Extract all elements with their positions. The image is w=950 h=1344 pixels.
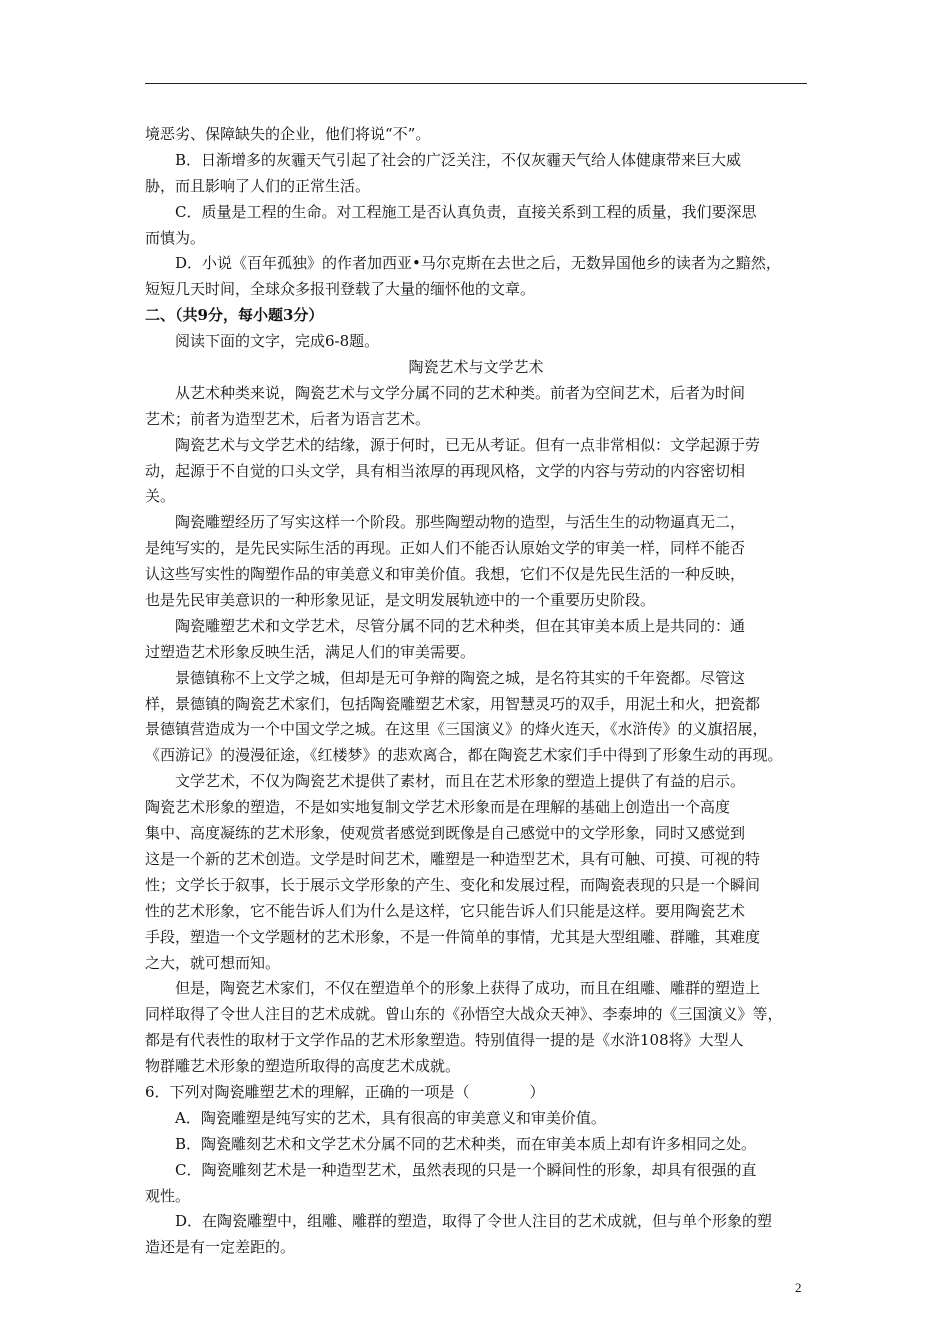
text-line: 二、（共9分，每小题3分）: [145, 306, 324, 325]
text-line: 6．下列对陶瓷雕塑艺术的理解，正确的一项是（ ）: [145, 1082, 545, 1101]
text-line: 样，景德镇的陶瓷艺术家们，包括陶瓷雕塑艺术家，用智慧灵巧的双手，用泥土和火，把瓷都: [145, 694, 761, 713]
text-line: 陶瓷艺术形象的塑造，不是如实地复制文学艺术形象而是在理解的基础上创造出一个高度: [145, 798, 731, 817]
text-line: 认这些写实性的陶塑作品的审美意义和审美价值。我想，它们不仅是先民生活的一种反映，: [145, 565, 746, 584]
text-line: 关。: [145, 487, 176, 506]
header-rule: [145, 83, 807, 84]
text-line: 是纯写实的，是先民实际生活的再现。正如人们不能否认原始文学的审美一样，同样不能否: [145, 539, 746, 558]
text-line: 物群雕艺术形象的塑造所取得的高度艺术成就。: [145, 1057, 461, 1076]
text-line: C．质量是工程的生命。对工程施工是否认真负责，直接关系到工程的质量，我们要深思: [175, 202, 757, 221]
text-line: 短短几天时间，全球众多报刊登载了大量的缅怀他的文章。: [145, 280, 536, 299]
text-line: 性的艺术形象，它不能告诉人们为什么是这样，它只能告诉人们只能是这样。要用陶瓷艺术: [145, 901, 746, 920]
text-line: B．陶瓷雕刻艺术和文学艺术分属不同的艺术种类，而在审美本质上却有许多相同之处。: [175, 1134, 757, 1153]
text-line: 造还是有一定差距的。: [145, 1238, 296, 1257]
text-line: 胁，而且影响了人们的正常生活。: [145, 176, 371, 195]
text-line: A．陶瓷雕塑是纯写实的艺术，具有很高的审美意义和审美价值。: [175, 1108, 606, 1127]
text-line: D．小说《百年孤独》的作者加西亚•马尔克斯在去世之后，无数异国他乡的读者为之黯然，: [175, 254, 781, 273]
text-line: 动，起源于不自觉的口头文学，具有相当浓厚的再现风格，文学的内容与劳动的内容密切相: [145, 461, 746, 480]
text-line: 阅读下面的文字，完成6-8题。: [175, 332, 380, 351]
text-line: C．陶瓷雕刻艺术是一种造型艺术，虽然表现的只是一个瞬间性的形象，却具有很强的直: [175, 1160, 757, 1179]
text-line: 从艺术种类来说，陶瓷艺术与文学分属不同的艺术种类。前者为空间艺术，后者为时间: [175, 383, 746, 402]
text-line: D．在陶瓷雕塑中，组雕、雕群的塑造，取得了令世人注目的艺术成就，但与单个形象的塑: [175, 1212, 773, 1231]
text-line: B．日渐增多的灰霾天气引起了社会的广泛关注，不仅灰霾天气给人体健康带来巨大威: [175, 150, 742, 169]
text-line: 性；文学长于叙事，长于展示文学形象的产生、变化和发展过程，而陶瓷表现的只是一个瞬间: [145, 875, 761, 894]
text-line: 景德镇称不上文学之城，但却是无可争辩的陶瓷之城，是名符其实的千年瓷都。尽管这: [175, 668, 746, 687]
text-line: 《西游记》的漫漫征途，《红楼梦》的悲欢离合，都在陶瓷艺术家们手中得到了形象生动的再现。: [145, 746, 783, 765]
text-line: 文学艺术，不仅为陶瓷艺术提供了素材，而且在艺术形象的塑造上提供了有益的启示。: [175, 772, 746, 791]
text-line: 也是先民审美意识的一种形象见证，是文明发展轨迹中的一个重要历史阶段。: [145, 591, 656, 610]
text-line: 观性。: [145, 1186, 191, 1205]
text-line: 陶瓷雕塑经历了写实这样一个阶段。那些陶塑动物的造型，与活生生的动物逼真无二，: [175, 513, 746, 532]
text-line: 同样取得了令世人注目的艺术成就。曾山东的《孙悟空大战众天神》、李泰坤的《三国演义》等，: [145, 1005, 783, 1024]
text-line: 之大，就可想而知。: [145, 953, 281, 972]
text-line: 都是有代表性的取材于文学作品的艺术形象塑造。特别值得一提的是《水浒108将》大型人: [145, 1031, 744, 1050]
text-line: 景德镇营造成为一个中国文学之城。在这里《三国演义》的烽火连天，《水浒传》的义旗招展，: [145, 720, 768, 739]
text-line: 陶瓷雕塑艺术和文学艺术，尽管分属不同的艺术种类，但在其审美本质上是共同的：通: [175, 616, 746, 635]
text-line: 集中、高度凝练的艺术形象，使观赏者感觉到既像是自己感觉中的文学形象，同时又感觉到: [145, 824, 746, 843]
text-line: 境恶劣、保障缺失的企业，他们将说“不”。: [145, 125, 431, 143]
text-line: 这是一个新的艺术创造。文学是时间艺术，雕塑是一种造型艺术，具有可触、可摸、可视的特: [145, 849, 761, 868]
text-line: 但是，陶瓷艺术家们，不仅在塑造单个的形象上获得了成功，而且在组雕、雕群的塑造上: [175, 979, 761, 998]
text-line: 手段，塑造一个文学题材的艺术形象，不是一件简单的事情，尤其是大型组雕、群雕，其难度: [145, 927, 761, 946]
text-line: 艺术；前者为造型艺术，后者为语言艺术。: [145, 409, 431, 428]
text-line: 陶瓷艺术与文学艺术: [408, 358, 544, 377]
page-number: 2: [795, 1280, 802, 1295]
document-body: [145, 122, 807, 1261]
text-line: 而慎为。: [145, 228, 206, 247]
text-line: 过塑造艺术形象反映生活，满足人们的审美需要。: [145, 642, 476, 661]
text-line: 陶瓷艺术与文学艺术的结缘，源于何时，已无从考证。但有一点非常相似：文学起源于劳: [175, 435, 761, 454]
